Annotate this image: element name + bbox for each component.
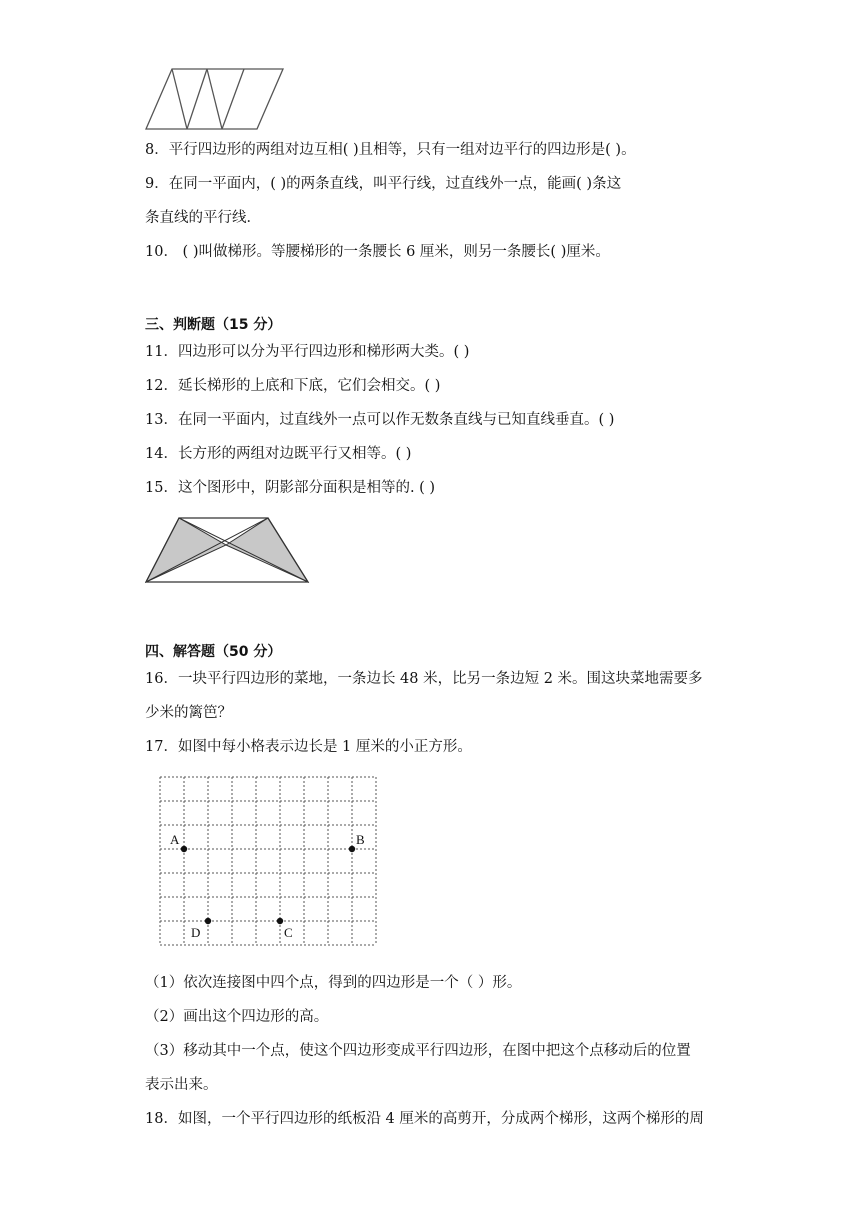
question-10: 10． ( )叫做梯形。等腰梯形的一条腰长 6 厘米，则另一条腰长( )厘米。: [145, 244, 610, 260]
section-4-heading: 四、解答题（50 分）: [145, 644, 282, 660]
section-3-heading: 三、判断题（15 分）: [145, 317, 282, 333]
question-17-sub3-line1: （3）移动其中一个点，使这个四边形变成平行四边形，在图中把这个点移动后的位置: [145, 1043, 691, 1059]
question-9-line1: 9．在同一平面内，( )的两条直线，叫平行线，过直线外一点，能画( )条这: [145, 176, 622, 192]
question-11: 11．四边形可以分为平行四边形和梯形两大类。( ): [145, 344, 470, 360]
grid-point-c: [277, 918, 283, 924]
question-17-sub1: （1）依次连接图中四个点，得到的四边形是一个（ ）形。: [145, 975, 522, 991]
question-8: 8．平行四边形的两组对边互相( )且相等，只有一组对边平行的四边形是( )。: [145, 142, 636, 158]
grid-point-label-b: B: [356, 832, 365, 847]
question-16-line1: 16．一块平行四边形的菜地，一条边长 48 米，比另一条边短 2 米。围这块菜地需要多: [145, 671, 703, 687]
question-9-line2: 条直线的平行线．: [145, 210, 261, 226]
question-16-line2: 少米的篱笆？: [145, 705, 232, 721]
grid-point-label-c: C: [284, 925, 293, 940]
question-15: 15．这个图形中，阴影部分面积是相等的. ( ): [145, 480, 436, 496]
trapezoid-shaded-figure: [144, 514, 310, 586]
parallelogram-strips-figure: [140, 64, 290, 134]
grid-point-b: [349, 846, 355, 852]
grid-point-a: [181, 846, 187, 852]
grid-figure: [154, 773, 384, 955]
question-17: 17．如图中每小格表示边长是 1 厘米的小正方形。: [145, 739, 472, 755]
question-13: 13．在同一平面内，过直线外一点可以作无数条直线与已知直线垂直。( ): [145, 412, 615, 428]
grid-point-d: [205, 918, 211, 924]
question-14: 14．长方形的两组对边既平行又相等。( ): [145, 446, 412, 462]
grid-point-label-a: A: [170, 832, 180, 847]
question-17-sub2: （2）画出这个四边形的高。: [145, 1009, 329, 1025]
question-18-line1: 18．如图，一个平行四边形的纸板沿 4 厘米的高剪开，分成两个梯形，这两个梯形的周: [145, 1111, 704, 1127]
grid-point-label-d: D: [191, 925, 201, 940]
question-12: 12．延长梯形的上底和下底，它们会相交。( ): [145, 378, 441, 394]
question-17-sub3-line2: 表示出来。: [145, 1077, 218, 1093]
